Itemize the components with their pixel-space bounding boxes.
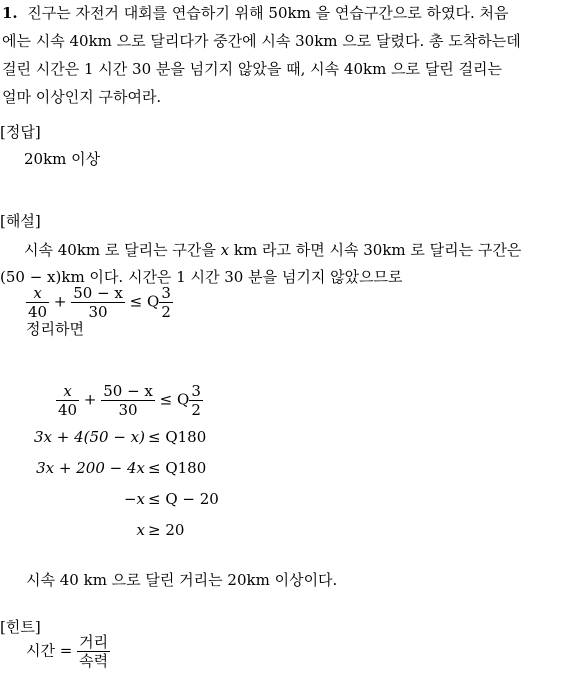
inequality-inline <box>26 284 173 321</box>
explanation-heading: [해설] <box>0 212 41 230</box>
answer-text: 20km 이상 <box>24 150 101 168</box>
hint-fraction: $\frac{\text{거리}}{\text{속력}}$ <box>79 633 109 670</box>
plus-sign: + <box>53 292 67 311</box>
equation-lhs: x <box>136 521 145 539</box>
equation-rhs: ≥ 20 <box>148 521 185 539</box>
conclusion-text: 시속 40 km 으로 달린 거리는 20km 이상이다. <box>26 571 338 589</box>
leq-q-b: ≤ Q <box>159 390 190 409</box>
problem-line-1: 진구는 자전거 대회를 연습하기 위해 50km 을 연습구간으로 하였다. 처음 <box>27 4 509 22</box>
fraction-3-over-2-b: $\frac{3}{2}$ <box>191 382 201 419</box>
fraction-50-minus-x-over-30: $\frac{50 - x}{30}$ <box>73 284 123 321</box>
fraction-x-over-40: $\frac{x}{40}$ <box>28 284 48 321</box>
problem-line-3: 걸린 시간은 1 시간 30 분을 넘기지 않았을 때, 시속 40km 으로 달린 걸리는 <box>2 60 503 78</box>
equation-lhs: 3x + 4(50 − x) <box>33 428 145 446</box>
explanation-line-2: (50 − x)km 이다. 시간은 1 시간 30 분을 넘기지 않았으므로 <box>0 268 403 286</box>
problem-number: 1. <box>2 4 18 22</box>
fraction-50-minus-x-over-30-b: $\frac{50 - x}{30}$ <box>103 382 153 419</box>
equation-rhs: ≤ Q − 20 <box>148 490 219 508</box>
hint-formula <box>26 633 110 670</box>
equation-rhs: ≤ Q180 <box>148 428 207 446</box>
problem-line-2: 에는 시속 40km 으로 달리다가 중간에 시속 30km 으로 달렸다. 총 도착하는데 <box>2 32 521 50</box>
fraction-3-over-2: $\frac{3}{2}$ <box>161 284 171 321</box>
answer-heading: [정답] <box>0 123 41 141</box>
arrange-text: 정리하면 <box>26 320 84 338</box>
variable-x: x <box>220 241 230 259</box>
explanation-line-1-b: km 라고 하면 시속 30km 로 달리는 구간은 <box>233 241 522 259</box>
equation-rhs: ≤ Q180 <box>148 459 207 477</box>
fraction-x-over-40-b: $\frac{x}{40}$ <box>58 382 78 419</box>
explanation-line-1-a: 시속 40km 로 달리는 구간을 <box>24 241 216 259</box>
equation-lhs: −x <box>123 490 145 508</box>
aligned-eq-first <box>56 382 203 419</box>
leq-q: ≤ Q <box>129 292 160 311</box>
equation-lhs: 3x + 200 − 4x <box>36 459 145 477</box>
plus-sign-b: + <box>83 390 97 409</box>
explanation-line-1 <box>24 239 521 260</box>
hint-lhs: 시간 = <box>26 641 73 660</box>
hint-heading: [힌트] <box>0 618 41 636</box>
problem-statement <box>2 2 521 108</box>
problem-line-4: 얼마 이상인지 구하여라. <box>2 88 162 106</box>
